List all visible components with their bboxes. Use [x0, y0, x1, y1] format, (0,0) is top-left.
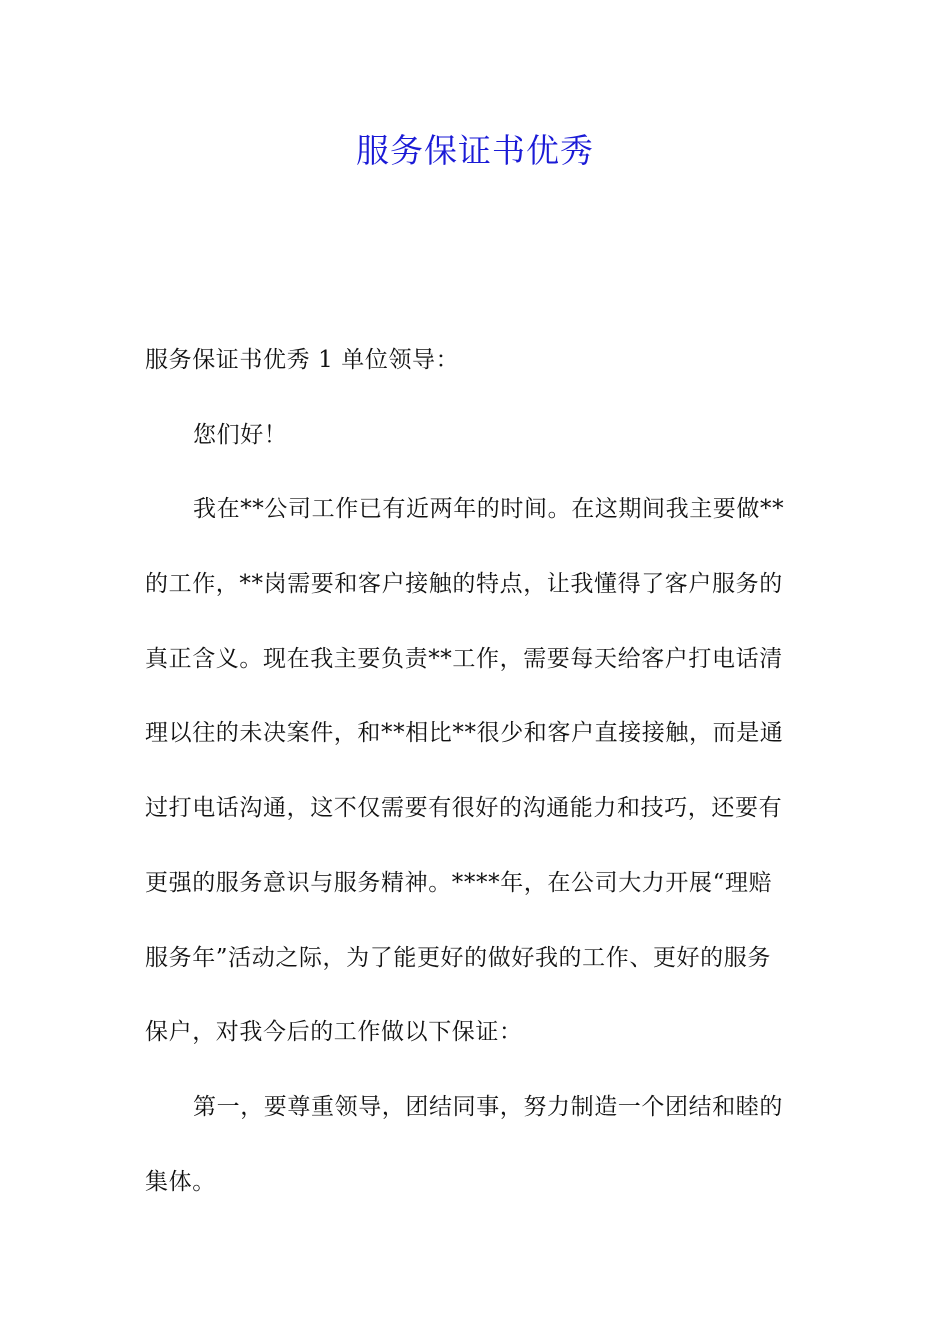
paragraph-line: 的工作，**岗需要和客户接触的特点，让我懂得了客户服务的 — [145, 571, 783, 598]
paragraph-line: 您们好！ — [193, 421, 288, 448]
paragraph-line: 过打电话沟通，这不仅需要有很好的沟通能力和技巧，还要有 — [145, 795, 783, 822]
paragraph-line: 我在**公司工作已有近两年的时间。在这期间我主要做** — [193, 496, 785, 523]
document-title: 服务保证书优秀 — [356, 131, 594, 170]
paragraph-line: 服务年”活动之际，为了能更好的做好我的工作、更好的服务 — [145, 944, 771, 971]
paragraph-line: 理以往的未决案件，和**相比**很少和客户直接接触，而是通 — [145, 720, 784, 747]
paragraph-line: 集体。 — [145, 1168, 216, 1195]
paragraph-line: 第一，要尊重领导，团结同事，努力制造一个团结和睦的 — [193, 1093, 783, 1120]
document-body — [145, 338, 811, 1234]
paragraph-line: 真正含义。现在我主要负责**工作，需要每天给客户打电话清 — [145, 645, 783, 672]
paragraph-line: 服务保证书优秀 1 单位领导： — [145, 347, 460, 373]
paragraph-line: 保户，对我今后的工作做以下保证： — [145, 1019, 523, 1046]
paragraph-line: 更强的服务意识与服务精神。****年，在公司大力开展“理赔 — [145, 869, 773, 896]
